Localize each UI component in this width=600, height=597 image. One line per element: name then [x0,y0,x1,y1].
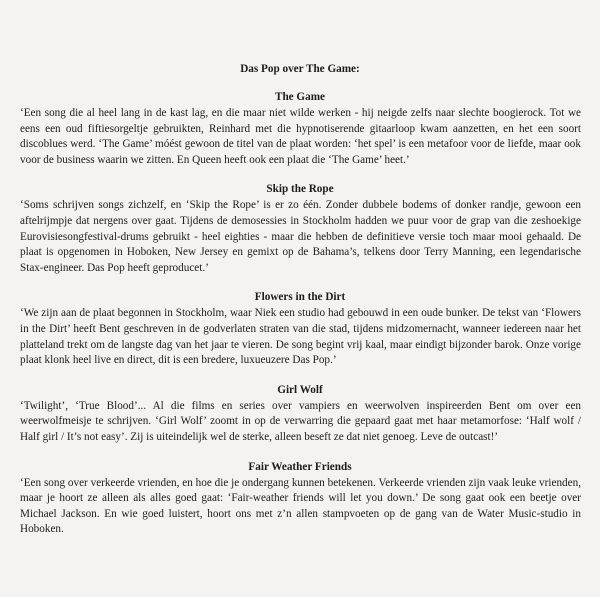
section-heading: Fair Weather Friends [248,460,352,473]
section-flowers-in-the-dirt [16,290,584,368]
section-the-game [16,90,584,168]
section-heading: Girl Wolf [277,383,323,396]
section-body: ‘Soms schrijven songs zichzelf, en ‘Skip the Rope’ is er zo één. Zonder dubbele bodems of donker randje, gewoon een aftelrijmpje dat nergens over gaat. Tijdens de demosessies in Stockholm hadden we puur voor de grap van die zeshoekige Eurovisiesongfestival-drums gebruikt - heel eighties - maar die hebben de definitieve versie toch maar mooi gehaald. De plaat is opgenomen in Hoboken, New Jersey en gemixt op de Bahama’s, telkens door Terry Manning, een legendarische Stax-engineer. Das Pop heeft geproducet.’ [20,199,581,274]
section-body: ‘Een song die al heel lang in de kast lag, en die maar niet wilde werken - hij neigde zelfs naar slechte boogierock. Tot we eens een oud fiftiesorgeltje gebruikten, Reinhard met die hypnotiserende gitaarloop kwam aanzetten, en het een soort discoblues werd. ‘The Game’ móést gewoon de titel van de plaat worden: ‘het spel’ is een metafoor voor de liefde, maar ook voor de business waarin we zitten. En Queen heeft ook een plaat die ‘The Game’ heet.’ [20,107,581,166]
section-heading: Flowers in the Dirt [254,291,346,304]
section-skip-the-rope [16,182,584,276]
section-fair-weather-friends [16,460,584,538]
section-body: ‘We zijn aan de plaat begonnen in Stockholm, waar Niek een studio had gebouwd in een oude bunker. De tekst van ‘Flowers in the Dirt’ heeft Bent geschreven in de godverlaten straten van die stad, tijdens midzomernacht, wanneer iedereen naar het platteland trekt om de langste dag van het jaar te vieren. De song begint vrij kaal, maar eindigt bijzonder barok. Onze vorige plaat klonk heel live en direct, dit is een bredere, luxueuzere Das Pop.’ [20,307,581,367]
document-title: Das Pop over The Game: [240,63,360,75]
section-body: ‘Twilight’, ‘True Blood’... Al die films en series over vampiers en weerwolven inspireerden Bent om over een weerwolfmeisje te schrijven. ‘Girl Wolf’ zoomt in op de verwarring die gepaard gaat met haar metamorfose: ‘Half wolf / Half girl / It’s not easy’. Zij is uiteindelijk wel de sterke, alleen beseft ze dat niet genoeg. Leve de outcast!’ [20,399,581,443]
section-heading: The Game [274,91,326,103]
section-heading: Skip the Rope [266,183,334,196]
section-body: ‘Een song over verkeerde vrienden, en hoe die je ondergang kunnen betekenen. Verkeerde vrienden zijn vaak leuke vrienden, maar je hoort ze alleen als alles goed gaat: ‘Fair-weather friends will let you down.’ De song gaat ook een beetje over Michael Jackson. En wie goed luistert, hoort ons met z’n allen stampvoeten op de gang van de Water Music-studio in Hoboken. [20,476,581,536]
section-girl-wolf [16,383,584,446]
